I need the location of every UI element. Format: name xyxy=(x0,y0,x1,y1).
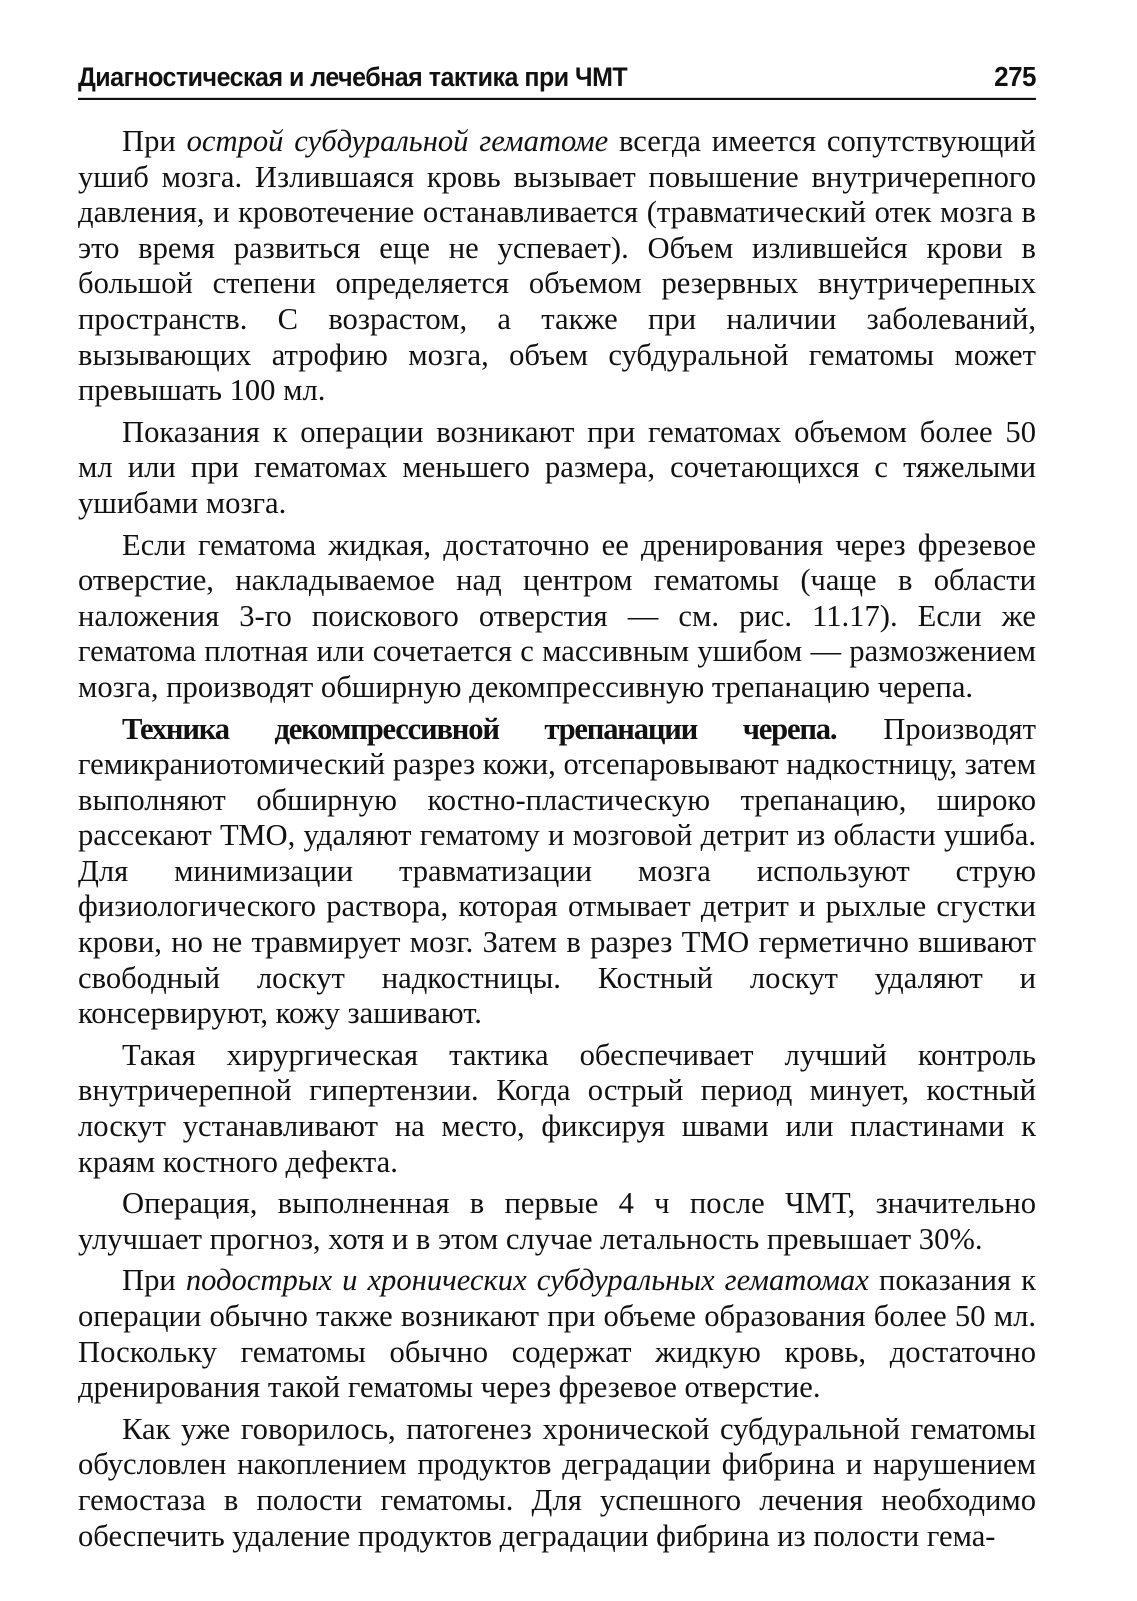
running-header xyxy=(78,50,1036,100)
section-heading: Техника декомпрессивной трепанации черепа. xyxy=(122,711,837,746)
paragraph-4: Техника декомпрессивной трепанации черепа. Производят гемикраниотомический разрез кожи, отсепаровывают надкостницу, затем выполняют обширную костно-пластическую трепанацию, широко рассекают ТМО, удаляют гематому и мозговой детрит из области ушиба. Для минимизации травматизации мозга используют струю физиологического раствора, которая отмывает детрит и рыхлые сгустки крови, но не травмирует мозг. Затем в разрез ТМО герметично вшивают свободный лоскут надкостницы. Костный лоскут удаляют и консервируют, кожу зашивают. xyxy=(78,711,1037,1031)
paragraph-5: Такая хирургическая тактика обеспечивает лучший контроль внутричерепной гипертензии. Когда острый период минует, костный лоскут устанавливают на место, фиксируя швами или пластинами к краям костного дефекта. xyxy=(78,1037,1036,1179)
book-page xyxy=(78,54,1036,1554)
paragraph-7: При подострых и хронических субдуральных гематомах показания к операции обычно также возникают при объеме образования более 50 мл. Поскольку гематомы обычно содержат жидкую кровь, достаточно дренирования такой гематомы через фрезевое отверстие. xyxy=(78,1263,1036,1405)
body-text xyxy=(78,124,1036,1554)
paragraph-1: При острой субдуральной гематоме всегда имеется сопутствующий ушиб мозга. Излившаяся кровь вызывает повышение внутричерепного давления, и кровотечение останавливается (травматический отек мозга в это время развиться еще не успевает). Объем излившейся крови в большой степени определяется объемом резервных внутричерепных пространств. С возрастом, а также при наличии заболеваний, вызывающих атрофию мозга, объем субдуральной гематомы может превышать 100 мл. xyxy=(78,124,1036,408)
paragraph-6: Операция, выполненная в первые 4 ч после ЧМТ, значительно улучшает прогноз, хотя и в этом случае летальность превышает 30%. xyxy=(78,1186,1036,1256)
paragraph-8: Как уже говорилось, патогенез хронической субдуральной гематомы обусловлен накоплением продуктов деградации фибрина и нарушением гемостаза в полости гематомы. Для успешного лечения необходимо обеспечить удаление продуктов деградации фибрина из полости гема- xyxy=(78,1411,1036,1553)
paragraph-3: Если гематома жидкая, достаточно ее дренирования через фрезевое отверстие, накладываемое над центром гематомы (чаще в области наложения 3-го поискового отверстия — см. рис. 11.17). Если же гематома плотная или сочетается с массивным ушибом — размозжением мозга, производят обширную декомпрессивную трепанацию черепа. xyxy=(78,527,1036,704)
italic-term: острой субдуральной гематоме xyxy=(186,124,609,158)
italic-term: подострых и хронических субдуральных гематомах xyxy=(185,1263,869,1298)
paragraph-2: Показания к операции возникают при гематомах объемом более 50 мл или при гематомах меньшего размера, сочетающихся с тяжелыми ушибами мозга. xyxy=(78,414,1036,520)
page-number: 275 xyxy=(994,60,1036,93)
chapter-title: Диагностическая и лечебная тактика при ЧМТ xyxy=(78,62,628,93)
